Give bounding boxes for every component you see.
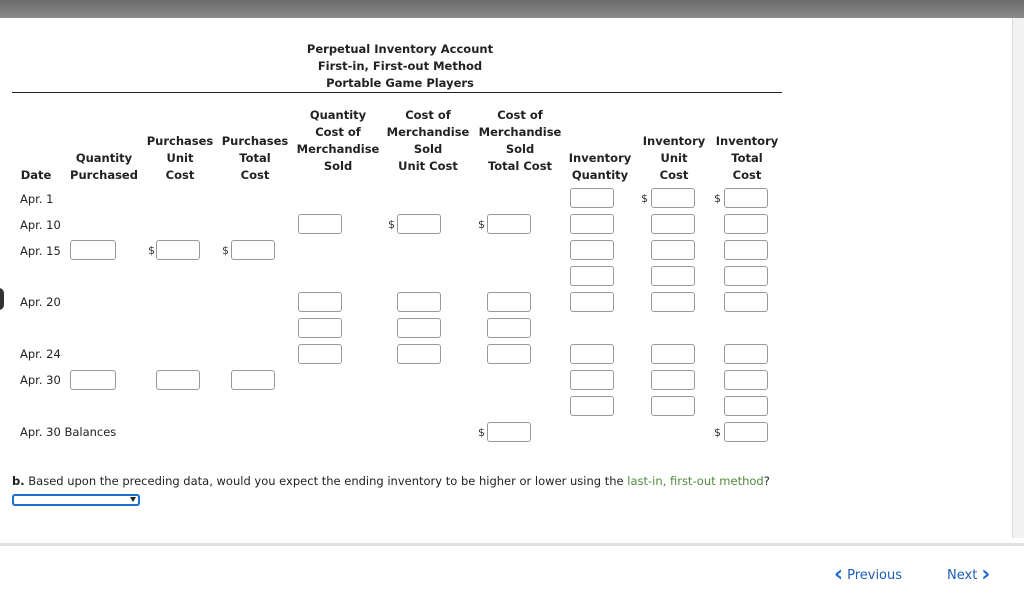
purchases-total-cost-input[interactable]: [231, 240, 275, 260]
currency-symbol: $: [478, 426, 485, 439]
lifo-link[interactable]: last-in, first-out method: [627, 474, 764, 488]
inventory-quantity-input[interactable]: [570, 370, 614, 390]
row-label: Apr. 15: [20, 244, 61, 258]
inventory-total-cost-input[interactable]: [724, 396, 768, 416]
header-purchases-total-cost: Purchases Total Cost: [221, 134, 289, 182]
inventory-quantity-input[interactable]: [570, 266, 614, 286]
chevron-right-icon: ›: [981, 562, 991, 587]
inventory-quantity-input[interactable]: [570, 214, 614, 234]
balance-cost-sold-input[interactable]: [487, 422, 531, 442]
purchases-total-cost-input[interactable]: [231, 370, 275, 390]
sold-unit-cost-input[interactable]: [397, 214, 441, 234]
currency-symbol: $: [641, 192, 648, 205]
table-subtitle-method: First-in, First-out Method: [317, 59, 483, 73]
inventory-unit-cost-input[interactable]: [651, 396, 695, 416]
row-label: Apr. 20: [20, 295, 61, 309]
sold-unit-cost-input[interactable]: [397, 292, 441, 312]
quantity-sold-input[interactable]: [298, 214, 342, 234]
quantity-purchased-input[interactable]: [70, 240, 116, 260]
balance-inventory-total-input[interactable]: [724, 422, 768, 442]
currency-symbol: $: [714, 426, 721, 439]
sold-unit-cost-input[interactable]: [397, 344, 441, 364]
scrollbar-track[interactable]: [1012, 18, 1024, 538]
header-date: Date: [20, 168, 52, 182]
sold-unit-cost-input[interactable]: [397, 318, 441, 338]
row-label: Apr. 30 Balances: [20, 425, 117, 439]
purchases-unit-cost-input[interactable]: [156, 370, 200, 390]
inventory-unit-cost-input[interactable]: [651, 344, 695, 364]
title-divider: [12, 92, 782, 93]
inventory-quantity-input[interactable]: [570, 188, 614, 208]
inventory-total-cost-input[interactable]: [724, 266, 768, 286]
header-inventory-unit-cost: Inventory Unit Cost: [642, 134, 706, 182]
inventory-unit-cost-input[interactable]: [651, 292, 695, 312]
inventory-unit-cost-input[interactable]: [651, 188, 695, 208]
inventory-unit-cost-input[interactable]: [651, 370, 695, 390]
quantity-sold-input[interactable]: [298, 292, 342, 312]
inventory-quantity-input[interactable]: [570, 240, 614, 260]
next-button[interactable]: [947, 562, 991, 587]
quantity-sold-input[interactable]: [298, 318, 342, 338]
header-quantity-purchased: Quantity Purchased: [70, 151, 138, 182]
row-label: Apr. 30: [20, 373, 61, 387]
currency-symbol: $: [148, 244, 155, 257]
inventory-total-cost-input[interactable]: [724, 240, 768, 260]
quantity-sold-input[interactable]: [298, 344, 342, 364]
question-prefix: b.: [12, 474, 25, 488]
browser-top-bar: [0, 0, 1024, 18]
side-handle[interactable]: [0, 288, 4, 310]
inventory-quantity-input[interactable]: [570, 292, 614, 312]
previous-label: Previous: [847, 567, 903, 583]
header-purchases-unit-cost: Purchases Unit Cost: [146, 134, 214, 182]
previous-button[interactable]: [834, 562, 903, 587]
header-inventory-quantity: Inventory Quantity: [568, 151, 632, 182]
currency-symbol: $: [222, 244, 229, 257]
sold-total-cost-input[interactable]: [487, 344, 531, 364]
row-label: Apr. 10: [20, 218, 61, 232]
chevron-down-icon: [130, 497, 136, 502]
question-b: [12, 474, 770, 488]
question-text: Based upon the preceding data, would you expect the ending inventory to be higher or lower using the: [24, 474, 628, 488]
sold-total-cost-input[interactable]: [487, 318, 531, 338]
quantity-purchased-input[interactable]: [70, 370, 116, 390]
inventory-total-cost-input[interactable]: [724, 214, 768, 234]
inventory-quantity-input[interactable]: [570, 344, 614, 364]
table-subtitle-product: Portable Game Players: [326, 76, 474, 90]
question-suffix: ?: [763, 474, 770, 488]
inventory-total-cost-input[interactable]: [724, 370, 768, 390]
answer-dropdown[interactable]: [12, 494, 140, 506]
currency-symbol: $: [714, 192, 721, 205]
header-quantity-sold: Quantity Cost of Merchandise Sold: [296, 108, 380, 173]
inventory-quantity-input[interactable]: [570, 396, 614, 416]
inventory-unit-cost-input[interactable]: [651, 214, 695, 234]
next-label: Next: [947, 567, 978, 583]
sold-total-cost-input[interactable]: [487, 214, 531, 234]
inventory-total-cost-input[interactable]: [724, 188, 768, 208]
currency-symbol: $: [478, 218, 485, 231]
header-sold-unit-cost: Cost of Merchandise Sold Unit Cost: [386, 108, 470, 173]
row-label: Apr. 24: [20, 347, 61, 361]
sold-total-cost-input[interactable]: [487, 292, 531, 312]
chevron-left-icon: ‹: [834, 562, 844, 587]
header-inventory-total-cost: Inventory Total Cost: [715, 134, 779, 182]
inventory-total-cost-input[interactable]: [724, 344, 768, 364]
inventory-unit-cost-input[interactable]: [651, 266, 695, 286]
row-label: Apr. 1: [20, 192, 54, 206]
purchases-unit-cost-input[interactable]: [156, 240, 200, 260]
currency-symbol: $: [388, 218, 395, 231]
table-title: Perpetual Inventory Account: [306, 42, 494, 56]
header-sold-total-cost: Cost of Merchandise Sold Total Cost: [478, 108, 562, 173]
footer-divider: [0, 543, 1024, 546]
inventory-unit-cost-input[interactable]: [651, 240, 695, 260]
inventory-total-cost-input[interactable]: [724, 292, 768, 312]
